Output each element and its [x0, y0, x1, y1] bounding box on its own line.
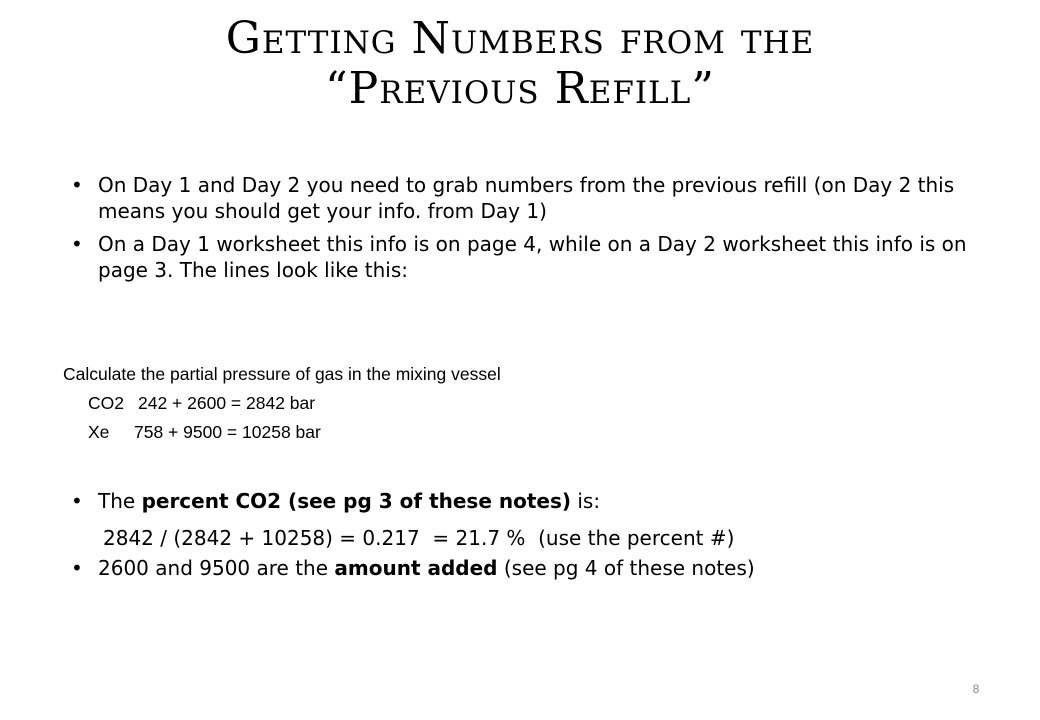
worksheet-row-xe	[63, 418, 501, 447]
bullet-text: is:	[571, 489, 601, 513]
gas-equation: 758 + 9500 = 10258 bar	[134, 422, 321, 442]
title-line-1: Getting Numbers from the	[225, 13, 815, 64]
gas-label: Xe	[88, 422, 110, 442]
percent-section	[98, 486, 998, 590]
bullet-day1-day2: • On Day 1 and Day 2 you need to grab numbers from the previous refill (on Day 2 this means you should get your info. from Day 1)	[98, 172, 998, 224]
bullet-text: 2600 and 9500 are the	[98, 556, 335, 580]
bullet-percent-co2	[98, 486, 998, 516]
slide-title	[0, 14, 1040, 114]
page-number: 8	[972, 682, 980, 696]
bullet-text: The	[98, 489, 142, 513]
bullet-text: (see pg 4 of these notes)	[497, 556, 755, 580]
bullet-amount-added	[98, 553, 998, 583]
bullet-bold-text: amount added	[334, 556, 498, 580]
worksheet-heading: Calculate the partial pressure of gas in the mixing vessel	[63, 364, 501, 384]
bullet-bold-text: percent CO2 (see pg 3 of these notes)	[141, 489, 572, 513]
percent-calculation: 2842 / (2842 + 10258) = 0.217 = 21.7 % (use the percent #)	[103, 526, 735, 550]
title-line-2: “Previous Refill”	[325, 63, 715, 114]
worksheet-row-co2	[63, 389, 501, 418]
bullet-worksheet-page: • On a Day 1 worksheet this info is on page 4, while on a Day 2 worksheet this info is on page 3. The lines look like this:	[98, 231, 998, 283]
bullet-list	[98, 172, 998, 290]
worksheet-excerpt	[63, 360, 501, 447]
gas-label: CO2	[88, 393, 124, 413]
gas-equation: 242 + 2600 = 2842 bar	[138, 393, 316, 413]
